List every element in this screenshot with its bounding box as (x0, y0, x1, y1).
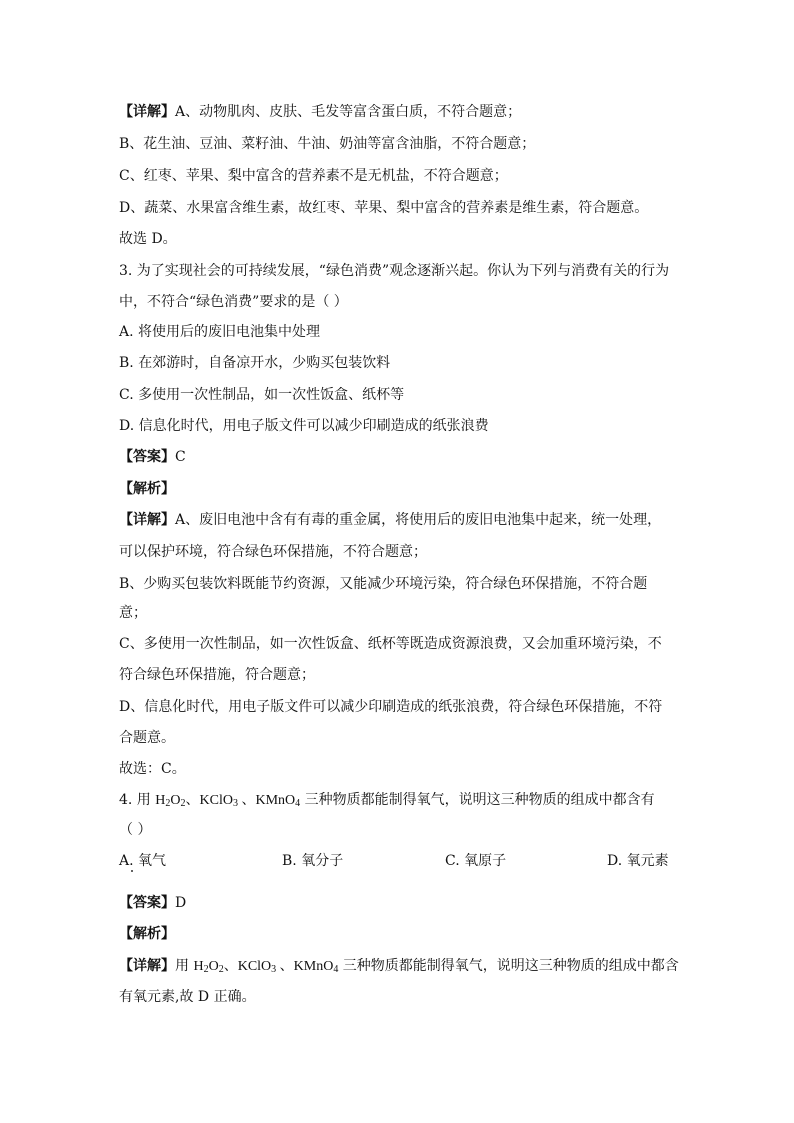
q4-option-b: B. 氧分子 (282, 853, 344, 869)
option-a (119, 322, 679, 342)
line-text: 故选：C。 (119, 761, 186, 777)
formula-h2o2: $H_2O_2$ (155, 793, 186, 809)
text-line (119, 198, 679, 218)
line-text: A、废旧电池中含有有毒的重金属，将使用后的废旧电池集中起来，统一处理， (175, 512, 662, 528)
formula-kclo3: 、KClO$_3$ (223, 959, 277, 975)
line-text: 中，不符合“绿色消费”要求的是（ ） (119, 294, 348, 310)
detail-label: 【详解】 (119, 512, 175, 528)
text-line (119, 229, 679, 249)
line-text: C、多使用一次性制品，如一次性饭盒、纸杯等既造成资源浪费，又会加重环境污染，不 (119, 636, 662, 652)
text-line (119, 759, 679, 779)
analysis-label: 【解析】 (119, 481, 175, 497)
detail-label: 【详解】 (119, 958, 175, 974)
text-line (119, 574, 679, 594)
line-text: A. 将使用后的废旧电池集中处理 (119, 324, 321, 340)
line-text: A、动物肌肉、皮肤、毛发等富含蛋白质，不符合题意； (175, 104, 522, 120)
q4-suffix: 三种物质都能制得氧气，说明这三种物质的组成中都含有 (300, 792, 655, 808)
line-text: 故选 D。 (119, 231, 177, 247)
line-text: D、信息化时代，用电子版文件可以减少印刷造成的纸张浪费，符合绿色环保措施，不符 (119, 699, 663, 715)
text-line (119, 166, 679, 186)
text-line (119, 102, 679, 122)
line-text: 合题意。 (119, 730, 175, 746)
text-line (119, 697, 679, 717)
q4-answer-line (119, 893, 679, 913)
answer-text: D (175, 895, 187, 911)
q4-prefix: 4. 用 (119, 792, 156, 808)
q4-detail-line (119, 956, 679, 977)
line-text: 符合绿色环保措施，符合题意； (119, 667, 315, 683)
formula-kmno4: 、KMnO$_4$ (276, 959, 339, 975)
line-text: B、花生油、豆油、菜籽油、牛油、奶油等富含油脂，不符合题意； (119, 136, 536, 152)
line-text: 有氧元素,故 D 正确。 (119, 989, 256, 1005)
answer-blank: （ ） (119, 822, 152, 838)
line-text: B、少购买包装饮料既能节约资源，又能减少环境污染，符合绿色环保措施，不符合题 (119, 576, 648, 592)
question-3-stem-continued (119, 292, 679, 312)
text-line (119, 542, 679, 562)
analysis-label: 【解析】 (119, 926, 175, 942)
question-4-stem (119, 790, 679, 811)
line-text: 3. 为了实现社会的可持续发展，“绿色消费”观念逐渐兴起。你认为下列与消费有关的行为 (119, 263, 670, 279)
question-4-paren (119, 820, 679, 840)
line-text: B. 在郊游时，自备凉开水，少购买包装饮料 (119, 355, 391, 371)
line-text: D. 信息化时代，用电子版文件可以减少印刷造成的纸张浪费 (119, 418, 489, 434)
q4-detail-suffix: 三种物质都能制得氧气，说明这三种物质的组成中都含 (338, 958, 679, 974)
line-text: D、蔬菜、水果富含维生素，故红枣、苹果、梨中富含的营养素是维生素，符合题意。 (119, 200, 649, 216)
q4-detail-prefix: 用 (175, 958, 194, 974)
text-line (119, 603, 679, 623)
answer-label: 【答案】 (119, 449, 175, 465)
line-text: 可以保护环境，符合绿色环保措施，不符合题意； (119, 544, 427, 560)
text-line (119, 665, 679, 685)
formula-kclo3: 、KClO$_3$ (185, 793, 238, 809)
text-line (119, 510, 679, 530)
detail-label: 【详解】 (119, 104, 175, 120)
line-text: C、红枣、苹果、梨中富含的营养素不是无机盐，不符合题意； (119, 168, 508, 184)
option-d (119, 416, 679, 436)
formula-kmno4: 、KMnO$_4$ (237, 793, 301, 809)
stray-mark (131, 870, 133, 872)
q4-option-d: D. 氧元素 (607, 853, 669, 869)
answer-text: C (175, 449, 186, 465)
q4-analysis-line (119, 924, 679, 944)
q4-detail-line-2 (119, 987, 679, 1007)
question-3-stem (119, 261, 679, 281)
option-c (119, 385, 679, 405)
answer-line (119, 447, 679, 467)
line-text: 意； (119, 605, 147, 621)
answer-label: 【答案】 (119, 895, 175, 911)
formula-h2o2: $H_2O_2$ (193, 959, 224, 975)
text-line (119, 634, 679, 654)
q4-option-a: A. 氧气 (119, 853, 167, 869)
text-line (119, 134, 679, 154)
line-text: C. 多使用一次性制品，如一次性饭盒、纸杯等 (119, 387, 405, 403)
option-b (119, 353, 679, 373)
analysis-line (119, 479, 679, 499)
text-line (119, 728, 679, 748)
q4-option-c: C. 氧原子 (445, 853, 507, 869)
